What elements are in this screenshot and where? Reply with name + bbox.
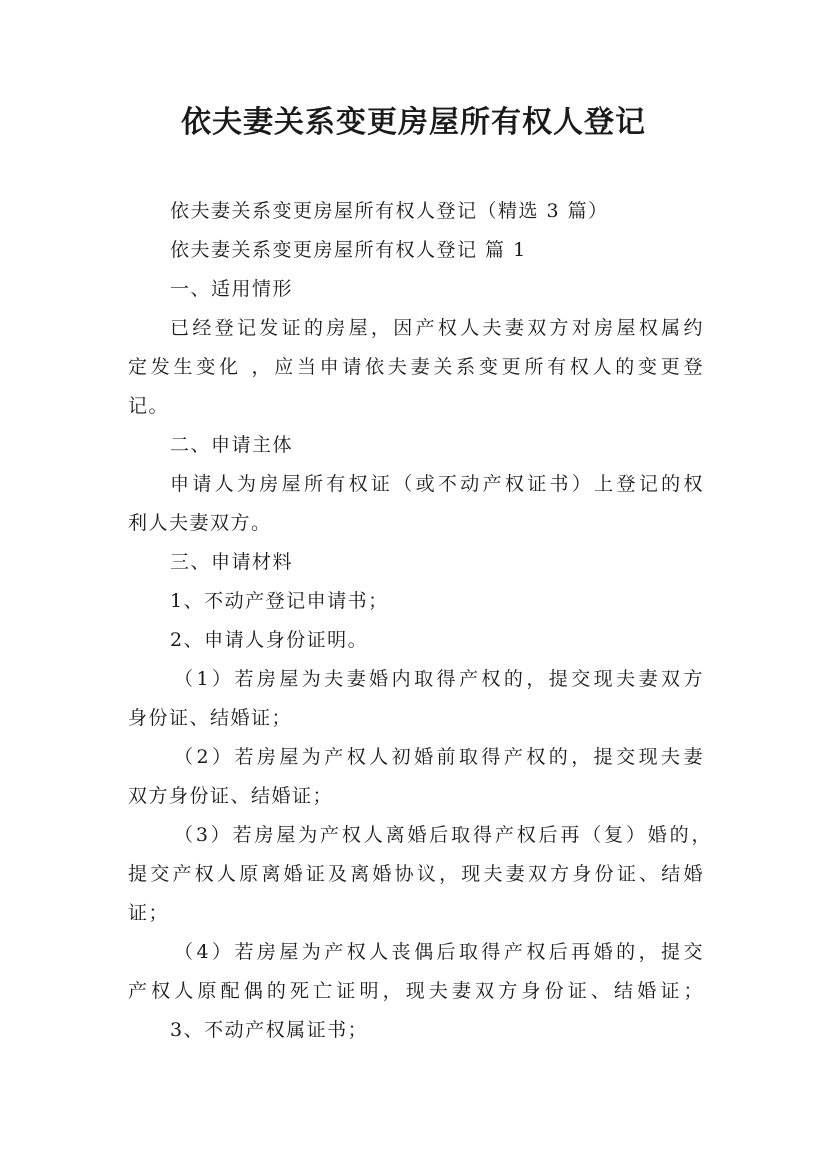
text-line: 身份证、结婚证； xyxy=(128,707,293,729)
text-line: 双方身份证、结婚证； xyxy=(128,785,334,807)
section-heading: 三、申请材料 xyxy=(170,551,294,573)
text-line: 定发生变化 ，应当申请依夫妻关系变更所有权人的变更登 xyxy=(128,356,704,378)
list-item: 1、不动产登记申请书； xyxy=(170,590,389,612)
text-line: 记。 xyxy=(128,395,170,417)
list-item: 3、不动产权属证书； xyxy=(170,1019,369,1041)
section-heading: 一、适用情形 xyxy=(170,278,294,300)
text-line: 申请人为房屋所有权证（或不动产权证书）上登记的权 xyxy=(170,473,704,495)
text-line: 产权人原配偶的死亡证明，现夫妻双方身份证、结婚证； xyxy=(128,980,704,1002)
text-line: 已经登记发证的房屋，因产权人夫妻双方对房屋权属约 xyxy=(170,317,704,339)
text-line: 提交产权人原离婚证及离婚协议，现夫妻双方身份证、结婚 xyxy=(128,863,704,885)
document-title: 依夫妻关系变更房屋所有权人登记 xyxy=(181,105,646,140)
text-line: 利人夫妻双方。 xyxy=(128,512,272,534)
text-line: 依夫妻关系变更房屋所有权人登记（精选 3 篇） xyxy=(170,200,609,222)
list-subitem: （4）若房屋为产权人丧偶后取得产权后再婚的，提交 xyxy=(174,941,704,963)
list-subitem: （1）若房屋为夫妻婚内取得产权的，提交现夫妻双方 xyxy=(174,668,704,690)
section-heading: 二、申请主体 xyxy=(170,434,294,456)
list-subitem: （3）若房屋为产权人离婚后取得产权后再（复）婚的， xyxy=(174,824,712,846)
text-line: 依夫妻关系变更房屋所有权人登记 篇 1 xyxy=(170,239,527,261)
list-subitem: （2）若房屋为产权人初婚前取得产权的，提交现夫妻 xyxy=(174,746,704,768)
list-item: 2、申请人身份证明。 xyxy=(170,629,369,651)
text-line: 证； xyxy=(128,902,170,924)
